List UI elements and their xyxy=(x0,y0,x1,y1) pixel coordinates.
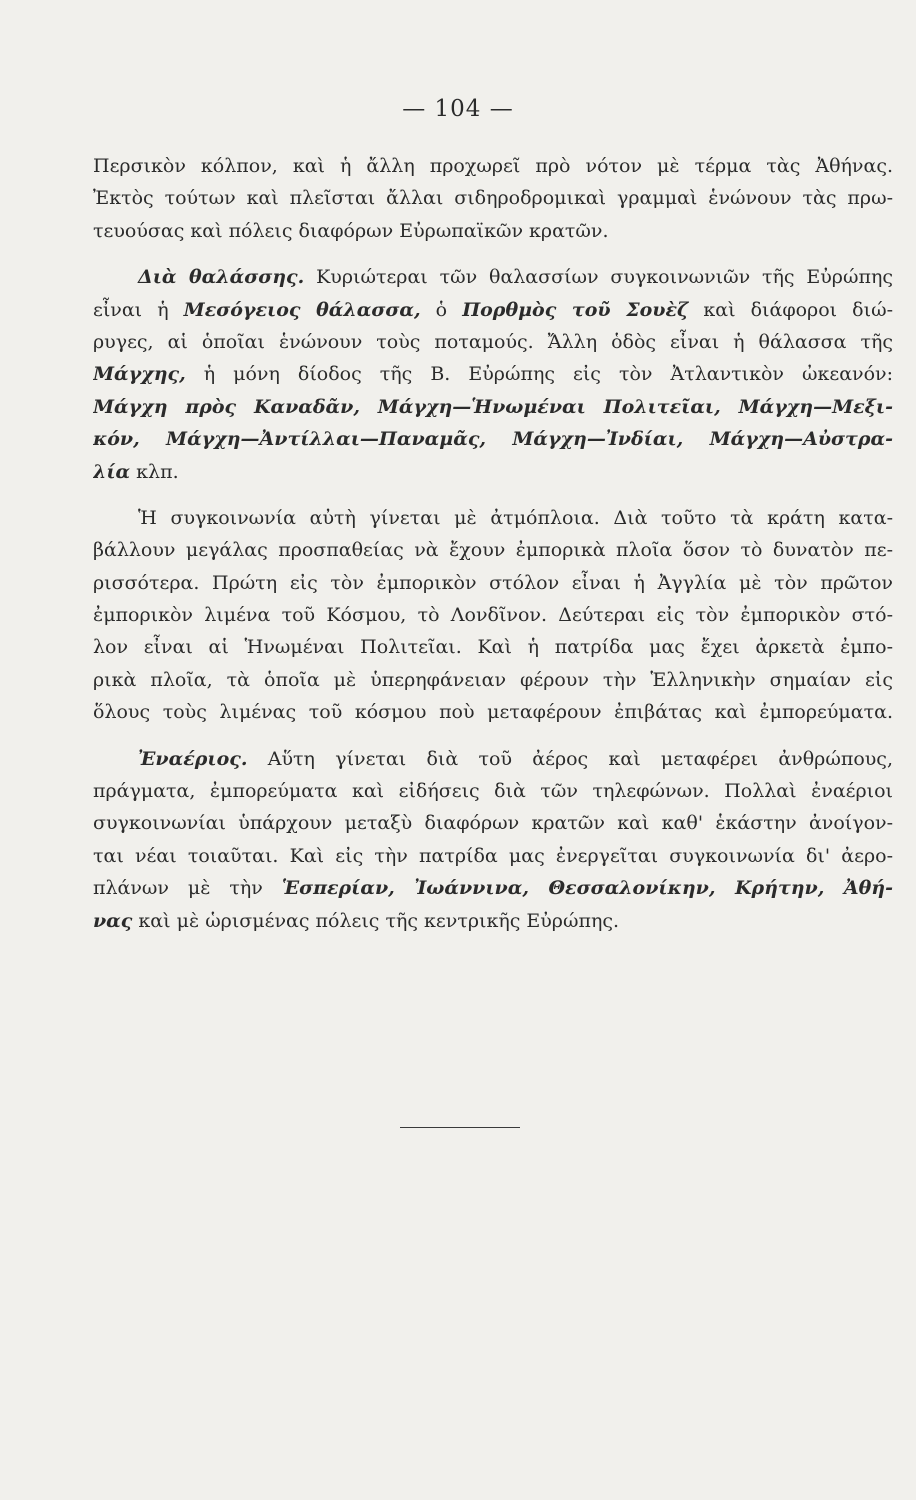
text-line: πράγματα, ἐμπορεύματα καὶ εἰδήσεις διὰ τῶν τηλεφώνων. Πολλαὶ ἐναέριοι xyxy=(93,780,893,803)
text-line xyxy=(93,743,893,775)
paragraph-by-sea xyxy=(93,261,893,488)
text-line: ρισσότερα. Πρώτη εἰς τὸν ἐμπορικὸν στόλον εἶναι ἡ Ἀγγλία μὲ τὸν πρῶτον xyxy=(93,571,893,594)
text-line: συγκοινωνίαι ὑπάρχουν μεταξὺ διαφόρων κρατῶν καὶ καθ' ἑκάστην ἀνοίγον- xyxy=(93,812,893,835)
text-line: ὅλους τοὺς λιμένας τοῦ κόσμου ποὺ μεταφέρουν ἐπιβάτας καὶ ἐμπορεύματα. xyxy=(93,701,893,724)
text-run: εἶναι ἡ xyxy=(93,298,184,321)
text-run: Κυριώτεραι τῶν θαλασσίων συγκοινωνιῶν τῆς Εὐρώπης xyxy=(304,266,893,289)
paragraph-by-air xyxy=(93,743,893,937)
text-line: τευούσας καὶ πόλεις διαφόρων Εὐρωπαϊκῶν κρατῶν. xyxy=(93,219,609,242)
text-line: Ἡ συγκοινωνία αὐτὴ γίνεται μὲ ἀτμόπλοια. Διὰ τοῦτο τὰ κράτη κατα- xyxy=(138,506,893,529)
text-line: Μάγχη πρὸς Καναδᾶν, Μάγχη—Ἡνωμέναι Πολιτεῖαι, Μάγχη—Μεξι- xyxy=(93,395,893,418)
text-line: ται νέαι τοιαῦται. Καὶ εἰς τὴν πατρίδα μας ἐνεργεῖται συγκοινωνία δι' ἀερο- xyxy=(93,844,893,867)
text-run: ὁ xyxy=(420,298,463,321)
bold-term: Πορθμὸς τοῦ Σουὲζ xyxy=(462,298,689,321)
text-run: πλάνων μὲ τὴν xyxy=(93,877,282,900)
text-line: Περσικὸν κόλπον, καὶ ἡ ἄλλη προχωρεῖ πρὸ νότον μὲ τέρμα τὰς Ἀθήνας. xyxy=(93,155,893,177)
bold-term: νας xyxy=(93,909,133,932)
paragraph-steamships xyxy=(93,502,893,729)
text-run: καὶ μὲ ὡρισμένας πόλεις τῆς κεντρικῆς Εὐρώπης. xyxy=(132,909,620,932)
text-line: κόν, Μάγχη—Ἀντίλλαι—Παναμᾶς, Μάγχη—Ἰνδίαι, Μάγχη—Αὐστρα- xyxy=(93,428,893,451)
bold-term: Ἑσπερίαν, Ἰωάννινα, Θεσσαλονίκην, Κρήτην, Ἀθή- xyxy=(281,877,893,900)
bold-term: Μεσόγειος θάλασσα, xyxy=(183,298,421,321)
text-line xyxy=(93,905,893,937)
text-line: ρικὰ πλοῖα, τὰ ὁποῖα μὲ ὑπερηφάνειαν φέρουν τὴν Ἑλληνικὴν σημαίαν εἰς xyxy=(93,668,893,691)
text-line xyxy=(93,872,893,904)
section-heading-by-sea: Διὰ θαλάσσης. xyxy=(138,266,305,289)
text-line: Ἐκτὸς τούτων καὶ πλεῖσται ἄλλαι σιδηροδρομικαὶ γραμμαὶ ἑνώνουν τὰς πρω- xyxy=(93,187,893,210)
text-line xyxy=(93,294,893,326)
text-line: ρυγες, αἱ ὁποῖαι ἑνώνουν τοὺς ποταμούς. Ἄλλη ὁδὸς εἶναι ἡ θάλασσα τῆς xyxy=(93,330,893,353)
text-run: Αὕτη γίνεται διὰ τοῦ ἀέρος καὶ μεταφέρει ἀνθρώπους, xyxy=(247,747,893,770)
text-line xyxy=(93,261,893,293)
bold-term: Μάγχης, xyxy=(93,363,186,386)
text-line: ἐμπορικὸν λιμένα τοῦ Κόσμου, τὸ Λονδῖνον. Δεύτεραι εἰς τὸν ἐμπορικὸν στό- xyxy=(93,604,893,627)
text-run: κλπ. xyxy=(130,460,179,483)
text-line: λον εἶναι αἱ Ἡνωμέναι Πολιτεῖαι. Καὶ ἡ πατρίδα μας ἔχει ἀρκετὰ ἐμπο- xyxy=(93,636,893,659)
text-line xyxy=(93,456,893,488)
text-run: καὶ διάφοροι διώ- xyxy=(688,298,893,321)
page-number: — 104 — xyxy=(402,96,514,122)
text-line: βάλλουν μεγάλας προσπαθείας νὰ ἔχουν ἐμπορικὰ πλοῖα ὅσον τὸ δυνατὸν πε- xyxy=(93,539,893,562)
page-body xyxy=(93,150,893,937)
paragraph-railways-end xyxy=(93,150,893,247)
bold-term: λία xyxy=(93,460,131,483)
text-line xyxy=(93,358,893,390)
text-run: ἡ μόνη δίοδος τῆς Β. Εὐρώπης εἰς τὸν Ἀτλαντικὸν ὠκεανόν: xyxy=(185,363,893,386)
section-heading-by-air: Ἐναέριος. xyxy=(138,747,248,770)
end-rule xyxy=(400,1127,520,1128)
